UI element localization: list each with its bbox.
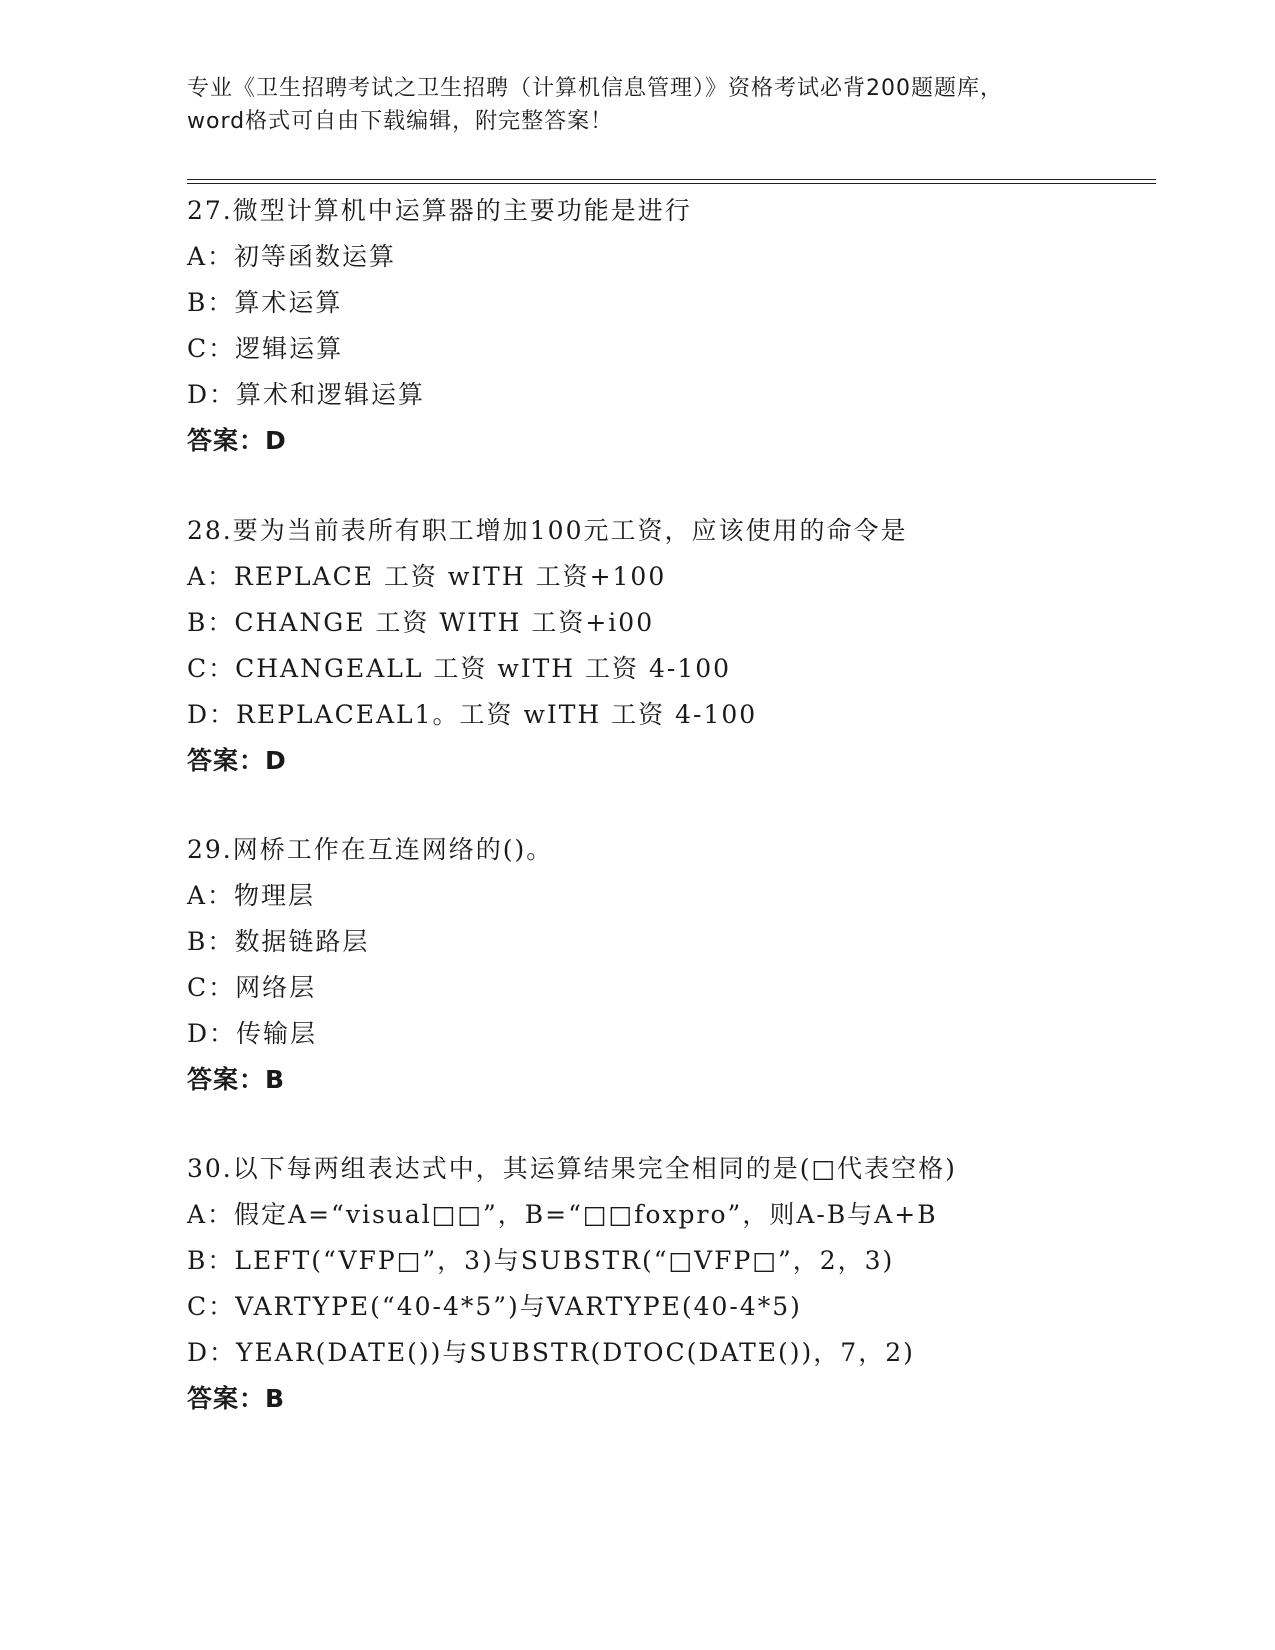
answer: 答案：B: [187, 1065, 286, 1094]
header-divider-top: [187, 179, 1156, 180]
option-c: C：网络层: [187, 973, 317, 1002]
answer: 答案：D: [187, 426, 287, 455]
question-27: [187, 188, 1187, 464]
option-c: C：CHANGEALL 工资 wITH 工资 4-100: [187, 654, 732, 683]
header-line-2: word格式可自由下载编辑，附完整答案！: [187, 109, 614, 134]
option-d: D：YEAR(DATE())与SUBSTR(DTOC(DATE())，7，2): [187, 1338, 915, 1367]
option-a: A：物理层: [187, 881, 316, 910]
option-c: C：VARTYPE(“40-4*5”)与VARTYPE(40-4*5): [187, 1292, 802, 1321]
option-b: B：LEFT(“VFP□”，3)与SUBSTR(“□VFP□”，2，3): [187, 1246, 895, 1275]
option-d: D：算术和逻辑运算: [187, 380, 426, 409]
option-b: B：算术运算: [187, 288, 343, 317]
option-c: C：逻辑运算: [187, 334, 344, 363]
option-d: D：REPLACEAL1。工资 wITH 工资 4-100: [187, 700, 758, 729]
answer: 答案：B: [187, 1384, 286, 1413]
header-divider-bottom: [187, 183, 1156, 184]
header-line-1: 专业《卫生招聘考试之卫生招聘（计算机信息管理）》资格考试必背200题题库，: [187, 76, 1003, 101]
question-stem: 28.要为当前表所有职工增加100元工资，应该使用的命令是: [187, 516, 908, 545]
question-stem: 27.微型计算机中运算器的主要功能是进行: [187, 196, 692, 225]
document-header: [187, 72, 1087, 138]
option-b: B：数据链路层: [187, 927, 370, 956]
option-b: B：CHANGE 工资 WITH 工资+i00: [187, 608, 655, 637]
answer: 答案：D: [187, 746, 287, 775]
question-28: [187, 508, 1187, 784]
question-30: [187, 1146, 1187, 1422]
question-stem: 29.网桥工作在互连网络的()。: [187, 835, 554, 864]
option-a: A：假定A=“visual□□”，B=“□□foxpro”，则A-B与A+B: [187, 1200, 938, 1229]
question-stem: 30.以下每两组表达式中，其运算结果完全相同的是(□代表空格): [187, 1154, 957, 1183]
option-a: A：初等函数运算: [187, 242, 397, 271]
option-a: A：REPLACE 工资 wITH 工资+100: [187, 562, 667, 591]
question-29: [187, 827, 1187, 1103]
option-d: D：传输层: [187, 1019, 318, 1048]
